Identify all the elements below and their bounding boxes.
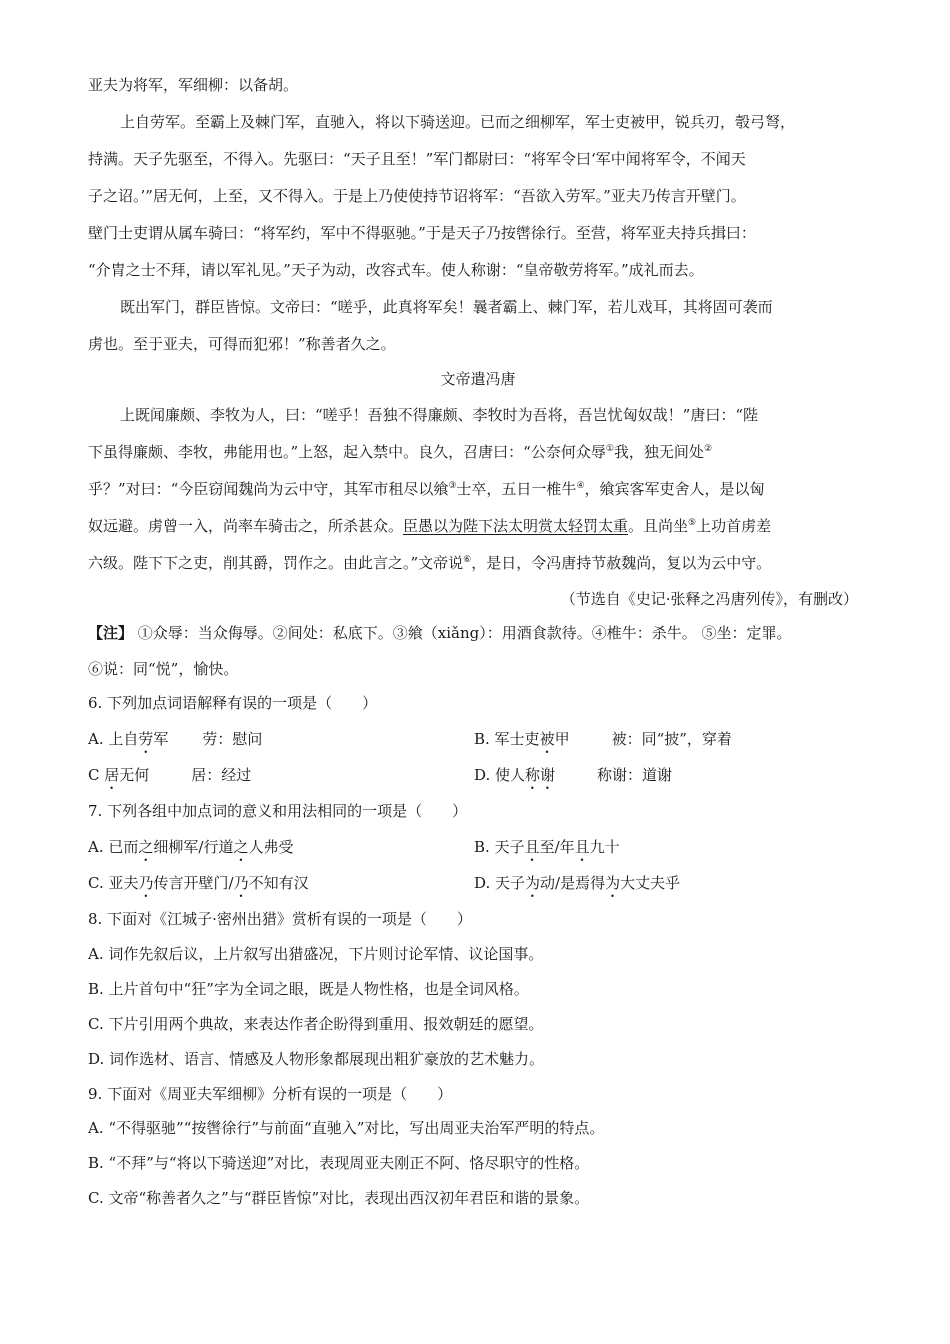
- q8-option-b[interactable]: B. 上片首句中“狂”字为全词之眼，既是人物性格，也是全词风格。: [88, 980, 529, 998]
- notes-line1: 【注】 ①众辱：当众侮辱。②间处：私底下。③飨（xiǎng）：用酒食款待。④椎牛：杀牛。 ⑤坐：定罪。: [88, 624, 792, 642]
- q6-option-c[interactable]: C 居无何 居：经过: [88, 766, 252, 784]
- q9-option-c[interactable]: C. 文帝“称善者久之”与“群臣皆惊”对比，表现出西汉初年君臣和谐的景象。: [88, 1189, 590, 1207]
- notes-line2: ⑥说：同“悦”，愉快。: [88, 660, 239, 678]
- passage1-p3-line1: 既出军门，群臣皆惊。文帝曰：“嗟乎，此真将军矣！曩者霸上、棘门军，若儿戏耳，其将固可袭而: [120, 298, 773, 316]
- q7-option-b[interactable]: B. 天子且至/年且九十: [474, 838, 620, 856]
- passage1-p3-line2: 虏也。至于亚夫，可得而犯邪！”称善者久之。: [88, 335, 396, 353]
- q9-stem: 9. 下面对《周亚夫军细柳》分析有误的一项是（ ）: [88, 1085, 453, 1103]
- footnote-mark: ①: [605, 444, 614, 454]
- passage2-line3: 乎？”对曰：“今臣窃闻魏尚为云中守，其军市租尽以飨③士卒，五日一椎牛④，飨宾客军吏舍人，是以匈: [88, 480, 765, 498]
- passage1-p2-line5: “介胄之士不拜，请以军礼见。”天子为动，改容式车。使人称谢：“皇帝敬劳将军。”成礼而去。: [88, 261, 704, 279]
- q9-option-b[interactable]: B. “不拜”与“将以下骑送迎”对比，表现周亚夫刚正不阿、恪尽职守的性格。: [88, 1154, 590, 1172]
- q8-option-d[interactable]: D. 词作选材、语言、情感及人物形象都展现出粗犷豪放的艺术魅力。: [88, 1050, 545, 1068]
- passage2-line1: 上既闻廉颇、李牧为人，曰：“嗟乎！吾独不得廉颇、李牧时为吾将，吾岂忧匈奴哉！”唐曰：“陛: [120, 406, 759, 424]
- passage1-p2-line2: 持满。天子先驱至，不得入。先驱曰：“天子且至！”军门都尉曰：“将军令曰‘军中闻将军令，不闻天: [88, 150, 746, 168]
- footnote-mark: ⑤: [688, 518, 697, 528]
- q7-option-a[interactable]: A. 已而之细柳军/行道之人弗受: [88, 838, 294, 856]
- passage2-line5: 六级。陛下下之吏，削其爵，罚作之。由此言之。”文帝说⑥，是日，令冯唐持节赦魏尚，复以为云中守。: [88, 554, 772, 572]
- passage2-line4: 奴远避。虏曾一入，尚率车骑击之，所杀甚众。臣愚以为陛下法太明赏太轻罚太重。且尚坐⑤上功首虏差: [88, 517, 772, 535]
- q6-stem: 6. 下列加点词语解释有误的一项是（ ）: [88, 694, 378, 712]
- passage1-line1: 亚夫为将军，军细柳：以备胡。: [88, 76, 299, 94]
- q7-option-d[interactable]: D. 天子为动/是焉得为大丈夫乎: [474, 874, 681, 892]
- passage1-p2-line1: 上自劳军。至霸上及棘门军，直驰入，将以下骑送迎。已而之细柳军，军士吏被甲，锐兵刃，彀弓弩，: [120, 113, 796, 131]
- q6-option-a[interactable]: A. 上自劳军 劳：慰问: [88, 730, 263, 748]
- footnote-mark: ③: [448, 481, 457, 491]
- passage1-p2-line3: 子之诏。’”居无何，上至，又不得入。于是上乃使使持节诏将军：“吾欲入劳军。”亚夫乃传言开壁门。: [88, 187, 746, 205]
- footnote-mark: ⑥: [463, 555, 472, 565]
- underlined-sentence: 臣愚以为陛下法太明赏太轻罚太重: [403, 517, 629, 535]
- q8-stem: 8. 下面对《江城子·密州出猎》赏析有误的一项是（ ）: [88, 910, 472, 928]
- q7-option-c[interactable]: C. 亚夫乃传言开壁门/乃不知有汉: [88, 874, 309, 892]
- q9-option-a[interactable]: A. “不得驱驰”“按辔徐行”与前面“直驰入”对比，写出周亚夫治军严明的特点。: [88, 1119, 605, 1137]
- passage2-line2: 下虽得廉颇、李牧，弗能用也。”上怒，起入禁中。良久，召唐曰：“公奈何众辱①我，独无间处②: [88, 443, 713, 461]
- notes-tag: 【注】: [88, 624, 134, 642]
- q8-option-a[interactable]: A. 词作先叙后议，上片叙写出猎盛况，下片则讨论军情、议论国事。: [88, 945, 544, 963]
- q6-option-b[interactable]: B. 军士吏被甲 被：同“披”，穿着: [474, 730, 732, 748]
- q7-stem: 7. 下列各组中加点词的意义和用法相同的一项是（ ）: [88, 802, 468, 820]
- footnote-mark: ④: [576, 481, 585, 491]
- q8-option-c[interactable]: C. 下片引用两个典故，来表达作者企盼得到重用、报效朝廷的愿望。: [88, 1015, 544, 1033]
- q6-option-d[interactable]: D. 使人称谢 称谢：道谢: [474, 766, 673, 784]
- passage1-p2-line4: 壁门士吏谓从属车骑曰：“将军约，军中不得驱驰。”于是天子乃按辔徐行。至营，将军亚夫持兵揖曰：: [88, 224, 756, 242]
- passage2-source: （节选自《史记·张释之冯唐列传》，有删改）: [560, 590, 858, 608]
- passage2-title: 文帝遣冯唐: [440, 370, 516, 388]
- footnote-mark: ②: [703, 444, 713, 454]
